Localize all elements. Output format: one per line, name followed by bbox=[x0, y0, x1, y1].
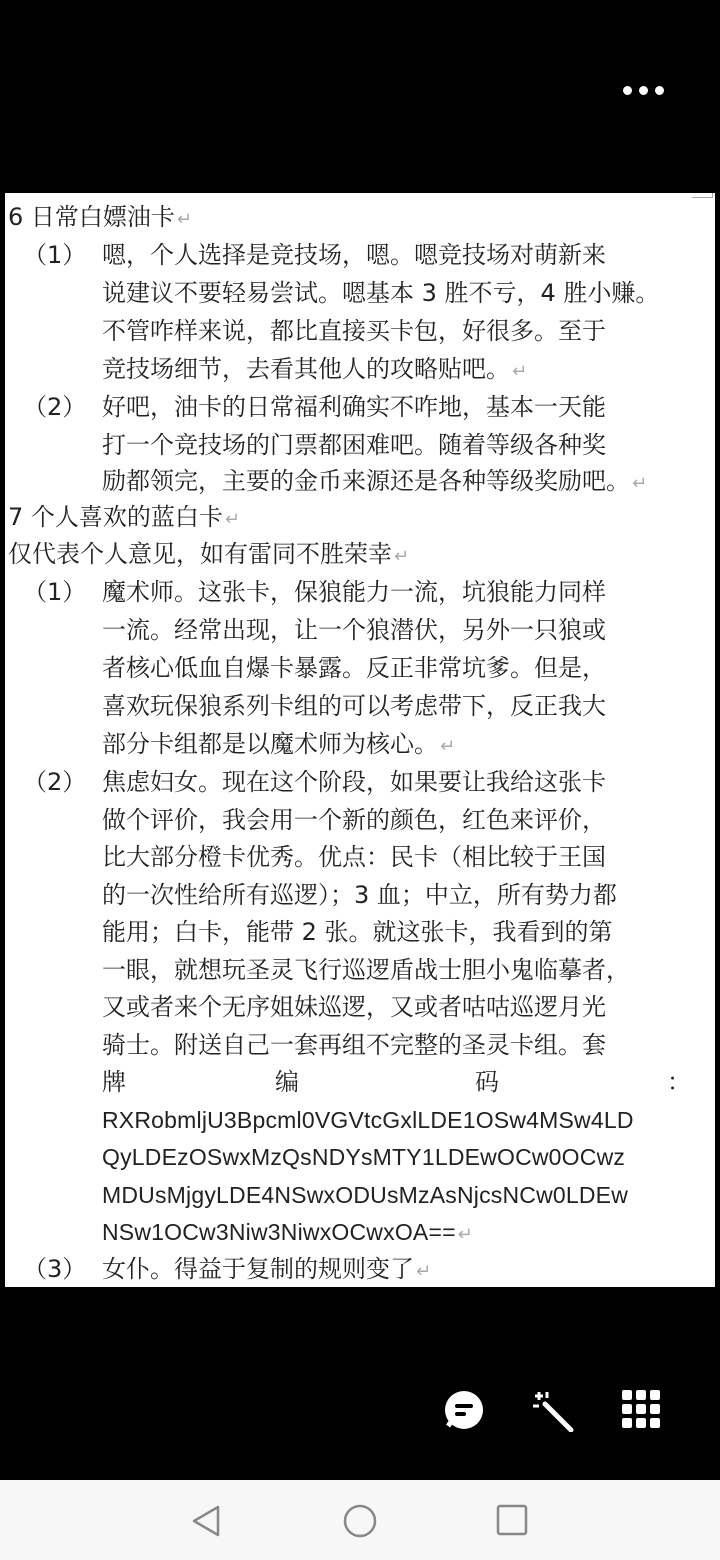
back-triangle-icon[interactable] bbox=[190, 1504, 222, 1542]
deck-label-char-3: 码 bbox=[475, 1068, 499, 1096]
deck-label-char-1: 牌 bbox=[102, 1068, 126, 1096]
more-options-button[interactable] bbox=[623, 86, 664, 95]
section-7-title: 7 个人喜欢的蓝白卡 bbox=[8, 503, 223, 531]
chat-bubble-icon[interactable] bbox=[444, 1390, 486, 1434]
deck-code-line-4: NSw1OCw3Niw3NiwxOCwxOA== ↵ bbox=[102, 1219, 474, 1245]
magic-wand-icon[interactable] bbox=[531, 1390, 575, 1436]
deck-label-char-2: 编 bbox=[275, 1068, 299, 1096]
sec7-item-2-number: （2） bbox=[23, 768, 87, 796]
sec7-item-2-line-3: 比大部分橙卡优秀。优点：民卡（相比较于王国 bbox=[102, 843, 606, 871]
sec7-item-1-line-3: 者核心低血自爆卡暴露。反正非常坑爹。但是， bbox=[102, 654, 606, 682]
sec7-item-3-line-1: 女仆。得益于复制的规则变了 ↵ bbox=[102, 1255, 432, 1283]
sec7-item-2-line-7: 又或者来个无序姐妹巡逻，又或者咕咕巡逻月光 bbox=[102, 993, 606, 1021]
image-toolbar bbox=[0, 1390, 720, 1430]
section-6-heading: 6 日常白嫖油卡 ↵ bbox=[8, 203, 192, 231]
grid-icon[interactable] bbox=[622, 1390, 662, 1434]
section-6-title: 6 日常白嫖油卡 bbox=[8, 203, 175, 231]
sec6-item-1-line-1: 嗯，个人选择是竞技场，嗯。嗯竞技场对萌新来 bbox=[102, 241, 606, 269]
recents-square-icon[interactable] bbox=[496, 1504, 528, 1540]
deck-code-line-2: QyLDEzOSwxMzQsNDYsMTY1LDEwOCw0OCwz bbox=[102, 1144, 626, 1170]
sec7-item-2-line-6: 一眼，就想玩圣灵飞行巡逻盾战士胆小鬼临摹者， bbox=[102, 956, 630, 984]
dot-icon bbox=[655, 86, 664, 95]
sec7-item-1-line-5: 部分卡组都是以魔术师为核心。 ↵ bbox=[102, 730, 456, 758]
deck-code-line-3: MDUsMjgyLDE4NSwxODUsMzAsNjcsNCw0LDEw bbox=[102, 1182, 629, 1208]
section-7-heading: 7 个人喜欢的蓝白卡 ↵ bbox=[8, 503, 240, 531]
sec7-item-2-line-8: 骑士。附送自己一套再组不完整的圣灵卡组。套 bbox=[102, 1031, 606, 1059]
sec6-item-1-line-3: 不管咋样来说，都比直接买卡包，好很多。至于 bbox=[102, 317, 606, 345]
home-circle-icon[interactable] bbox=[343, 1504, 377, 1542]
page-corner-mark bbox=[692, 193, 713, 198]
sec6-item-1-number: （1） bbox=[23, 241, 87, 269]
sec6-item-2-line-2: 打一个竞技场的门票都困难吧。随着等级各种奖 bbox=[102, 431, 606, 459]
sec6-item-1-line-2: 说建议不要轻易尝试。嗯基本 3 胜不亏，4 胜小赚。 bbox=[102, 279, 660, 307]
sec6-item-2-number: （2） bbox=[23, 393, 87, 421]
sec7-item-1-line-1: 魔术师。这张卡，保狼能力一流，坑狼能力同样 bbox=[102, 578, 606, 606]
sec7-item-2-line-1: 焦虑妇女。现在这个阶段，如果要让我给这张卡 bbox=[102, 768, 606, 796]
sec6-item-2-line-1: 好吧，油卡的日常福利确实不咋地，基本一天能 bbox=[102, 393, 606, 421]
system-navigation-bar bbox=[0, 1480, 720, 1560]
dot-icon bbox=[623, 86, 632, 95]
sec7-item-2-line-2: 做个评价，我会用一个新的颜色，红色来评价， bbox=[102, 806, 606, 834]
dot-icon bbox=[639, 86, 648, 95]
sec7-item-2-line-4: 的一次性给所有巡逻）；3 血；中立，所有势力都 bbox=[102, 881, 617, 909]
sec6-item-2-line-3: 励都领完，主要的金币来源还是各种等级奖励吧。 ↵ bbox=[102, 467, 648, 495]
sec7-item-2-line-5: 能用；白卡，能带 2 张。就这张卡，我看到的第 bbox=[102, 918, 613, 946]
document-page bbox=[5, 193, 715, 1287]
section-7-note: 仅代表个人意见，如有雷同不胜荣幸 ↵ bbox=[8, 540, 410, 568]
deck-code-line-1: RXRobmljU3Bpcml0VGVtcGxlLDE1OSw4MSw4LD bbox=[102, 1107, 634, 1133]
deck-label-char-4: ： bbox=[667, 1068, 691, 1096]
sec7-item-3-number: （3） bbox=[23, 1255, 87, 1283]
sec7-item-1-line-4: 喜欢玩保狼系列卡组的可以考虑带下，反正我大 bbox=[102, 692, 606, 720]
sec7-item-1-number: （1） bbox=[23, 578, 87, 606]
sec7-item-1-line-2: 一流。经常出现，让一个狼潜伏，另外一只狼或 bbox=[102, 616, 606, 644]
sec6-item-1-line-4: 竞技场细节，去看其他人的攻略贴吧。 ↵ bbox=[102, 355, 528, 383]
